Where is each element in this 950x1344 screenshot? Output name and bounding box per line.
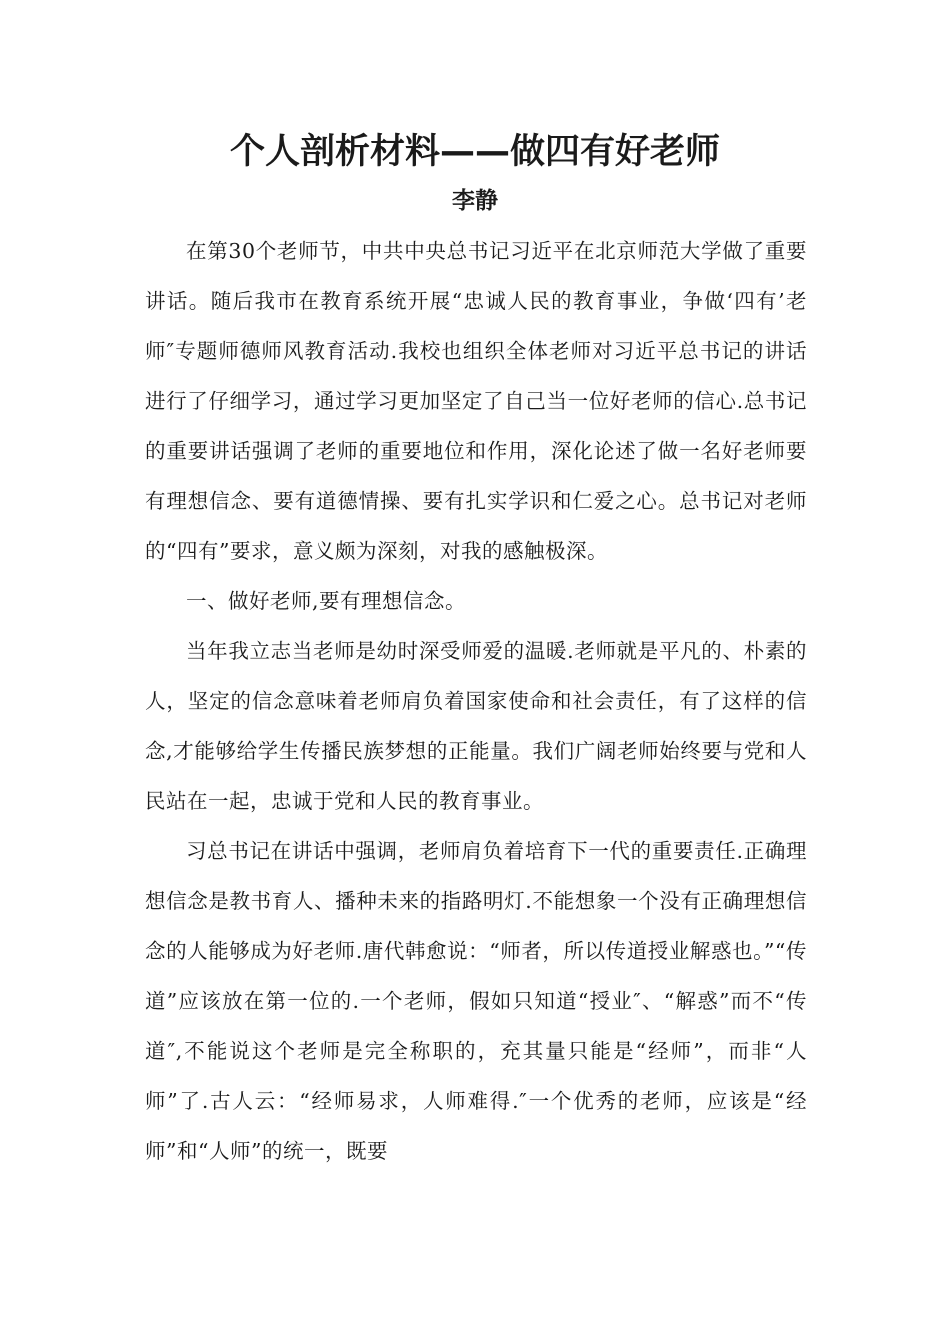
paragraph-speech: 习总书记在讲话中强调，老师肩负着培育下一代的重要责任.正确理想信念是教书育人、播种未来的指路明灯.不能想象一个没有正确理想信念的人能够成为好老师.唐代韩愈说：“师者，所以传道授业解惑也。”“传道”应该放在第一位的.一个老师，假如只知道“授业″、“解惑”而不“传道″,不能说这个老师是完全称职的，充其量只能是“经师”，而非“人师”了.古人云：“经师易求，人师难得.″一个优秀的老师，应该是“经师”和“人师”的统一，既要 <box>145 839 807 1163</box>
author-name: 李静 <box>452 188 498 214</box>
paragraph-ideals: 当年我立志当老师是幼时深受师爱的温暖.老师就是平凡的、朴素的人，坚定的信念意味着老师肩负着国家使命和社会责任，有了这样的信念,才能够给学生传播民族梦想的正能量。我们广阔老师始终要与党和人民站在一起，忠诚于党和人民的教育事业。 <box>145 639 807 813</box>
section-heading-1: 一、做好老师,要有理想信念。 <box>186 589 467 613</box>
paragraph-intro: 在第30个老师节，中共中央总书记习近平在北京师范大学做了重要讲话。随后我市在教育系统开展“忠诚人民的教育事业，争做‘四有’老师″专题师德师风教育活动.我校也组织全体老师对习近平总书记的讲话进行了仔细学习，通过学习更加坚定了自己当一位好老师的信心.总书记的重要讲话强调了老师的重要地位和作用，深化论述了做一名好老师要有理想信念、要有道德情操、要有扎实学识和仁爱之心。总书记对老师的“四有”要求，意义颇为深刻，对我的感触极深。 <box>145 239 807 563</box>
document-title: 个人剖析材料——做四有好老师 <box>229 132 720 172</box>
document-body <box>145 226 807 1176</box>
